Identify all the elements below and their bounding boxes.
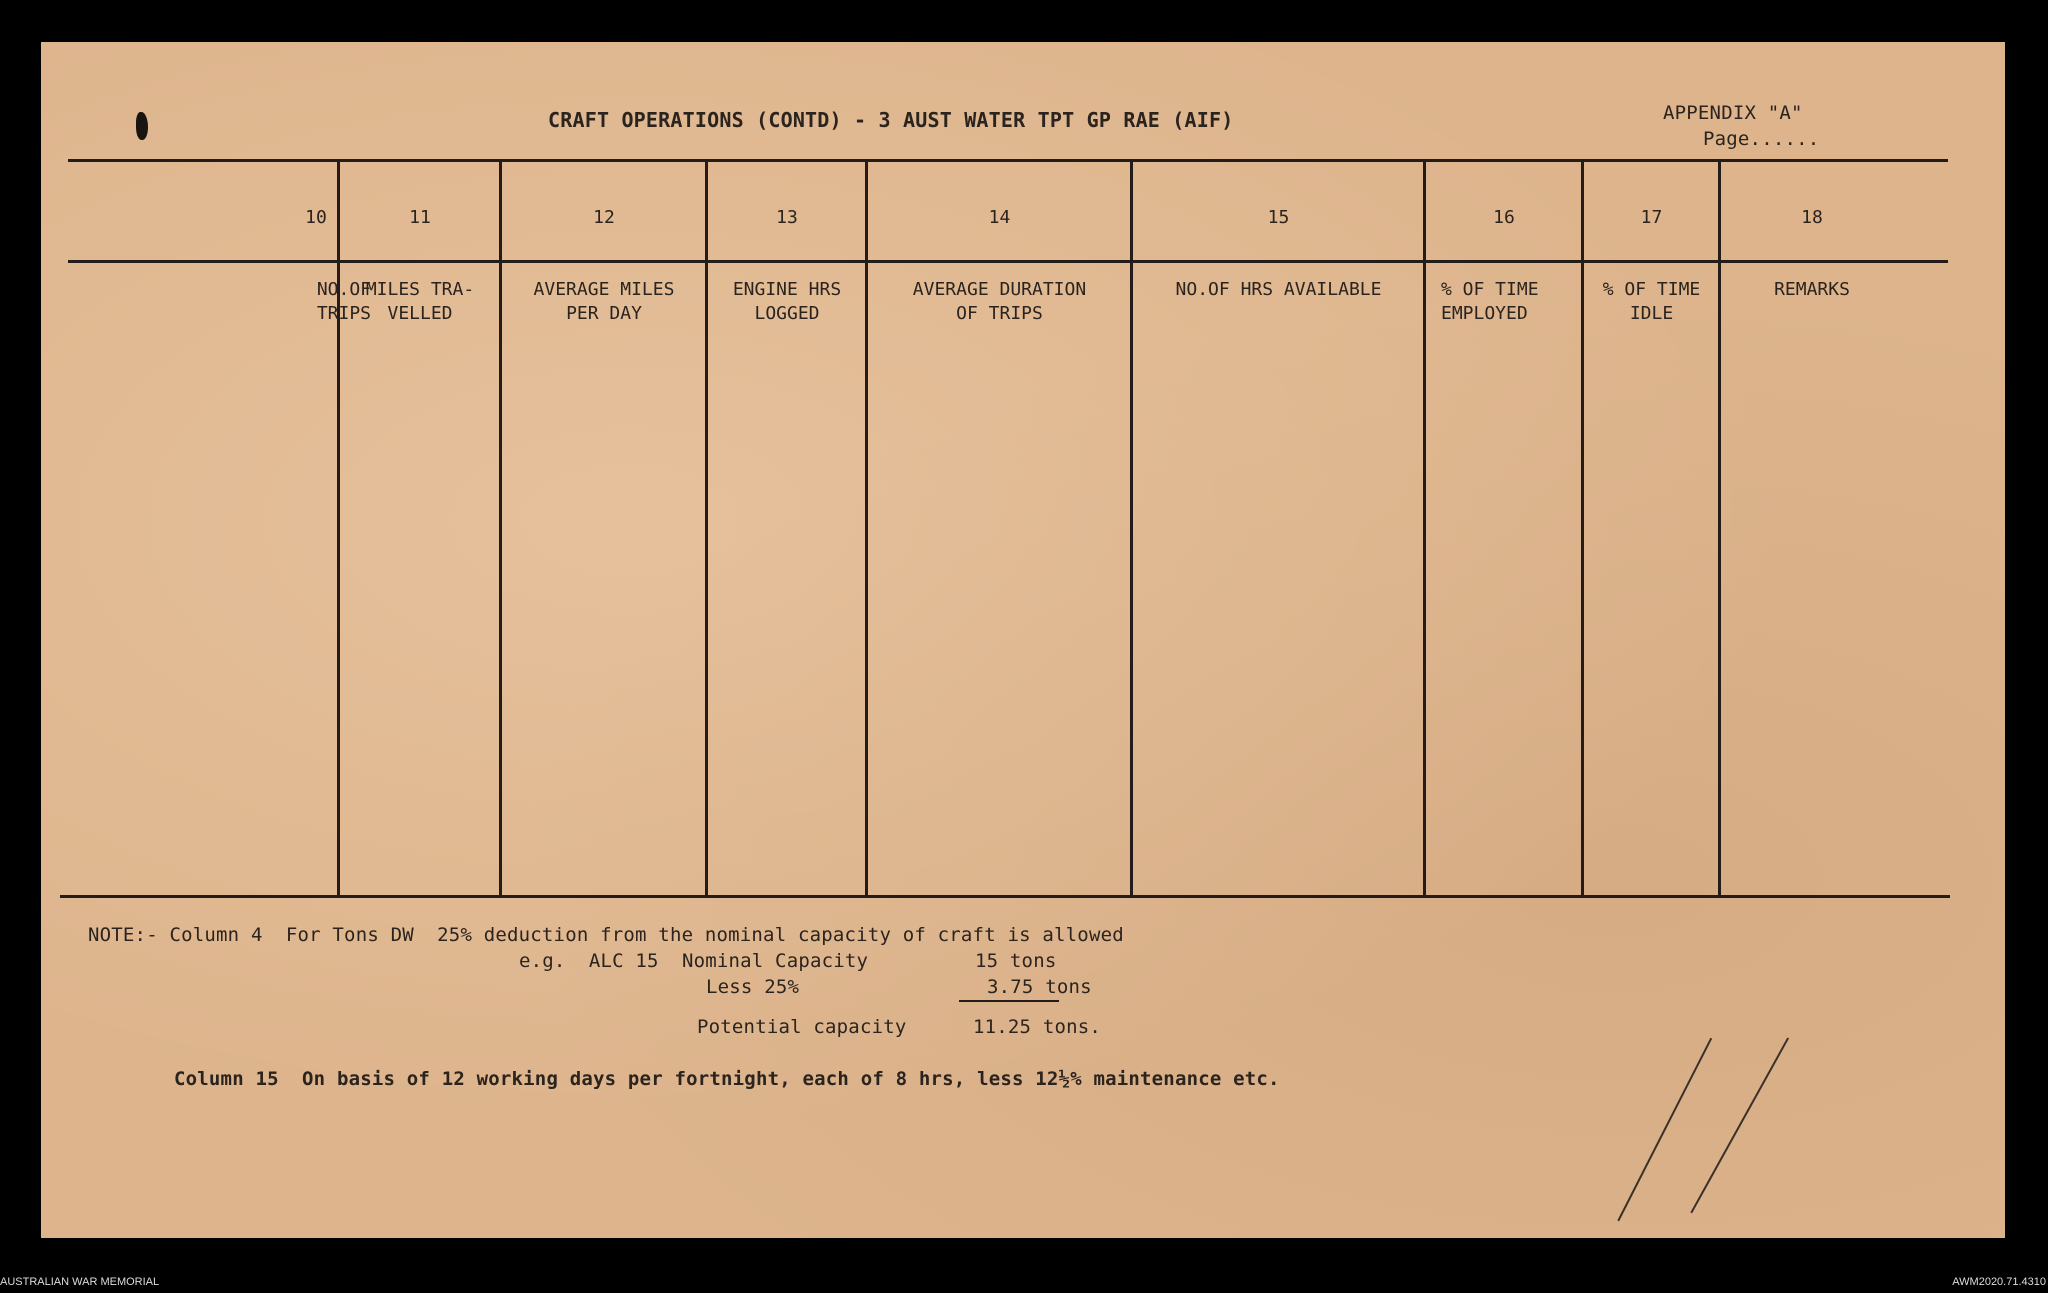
column-divider (705, 162, 708, 897)
column-number: 12 (593, 207, 615, 228)
column-header-14 (869, 158, 1130, 374)
column-divider (865, 162, 868, 897)
column-divider (1718, 162, 1721, 897)
column-header-11 (341, 158, 499, 374)
column-header-18 (1722, 158, 1902, 350)
note-example-value: 15 tons (975, 950, 1057, 972)
column-number: 11 (409, 207, 431, 228)
column-divider (1581, 162, 1584, 897)
column-divider (1130, 162, 1133, 897)
footer-institution: AUSTRALIAN WAR MEMORIAL (0, 1276, 160, 1288)
column-label: NO.OF HRS AVAILABLE (1175, 279, 1382, 300)
column-label: % OF TIME IDLE (1602, 279, 1701, 324)
column-label: MILES TRA- VELLED (365, 279, 475, 324)
column-label: NO.OF TRIPS (316, 279, 371, 324)
column-number: 18 (1801, 207, 1823, 228)
note-less-label: Less 25% (706, 976, 800, 998)
pencil-mark (1617, 1038, 1711, 1221)
column-divider (499, 162, 502, 897)
column-number: 15 (1267, 207, 1290, 228)
note-potential-value: 11.25 tons. (973, 1016, 1102, 1038)
column-number: 10 (305, 207, 327, 228)
column-number: 17 (1640, 207, 1663, 228)
note-example-label: e.g. ALC 15 Nominal Capacity (519, 950, 869, 972)
column-header-16 (1427, 158, 1581, 374)
column-label: ENGINE HRS LOGGED (732, 279, 842, 324)
punch-hole (136, 112, 148, 140)
note-potential-label: Potential capacity (697, 1016, 907, 1038)
column-label: AVERAGE DURATION OF TRIPS (912, 279, 1087, 324)
footer-reference: AWM2020.71.4310 (1952, 1276, 2046, 1288)
note-column-15: Column 15 On basis of 12 working days per fortnight, each of 8 hrs, less 12½% maintenance etc. (174, 1068, 1280, 1090)
column-divider (1423, 162, 1426, 897)
column-header-12 (503, 158, 705, 374)
column-number: 13 (776, 207, 798, 228)
document-page (41, 42, 2005, 1238)
column-number: 16 (1493, 207, 1515, 228)
appendix-label: APPENDIX "A" (1663, 102, 1803, 124)
column-header-13 (709, 158, 865, 374)
column-label: REMARKS (1774, 279, 1850, 300)
sum-underline (959, 1000, 1059, 1002)
column-header-17 (1585, 158, 1718, 374)
note-less-value: 3.75 tons (987, 976, 1092, 998)
column-header-15 (1134, 158, 1423, 350)
column-number: 14 (988, 207, 1011, 228)
page-number: Page...... (1703, 128, 1820, 150)
note-column-4: NOTE:- Column 4 For Tons DW 25% deduction from the nominal capacity of craft is allowed (88, 924, 1124, 946)
column-label: AVERAGE MILES PER DAY (533, 279, 675, 324)
table-bottom-rule (60, 895, 1950, 898)
document-title: CRAFT OPERATIONS (CONTD) - 3 AUST WATER TPT GP RAE (AIF) (548, 108, 1234, 132)
pencil-mark (1690, 1037, 1788, 1213)
column-label: % OF TIME EMPLOYED (1441, 279, 1539, 324)
